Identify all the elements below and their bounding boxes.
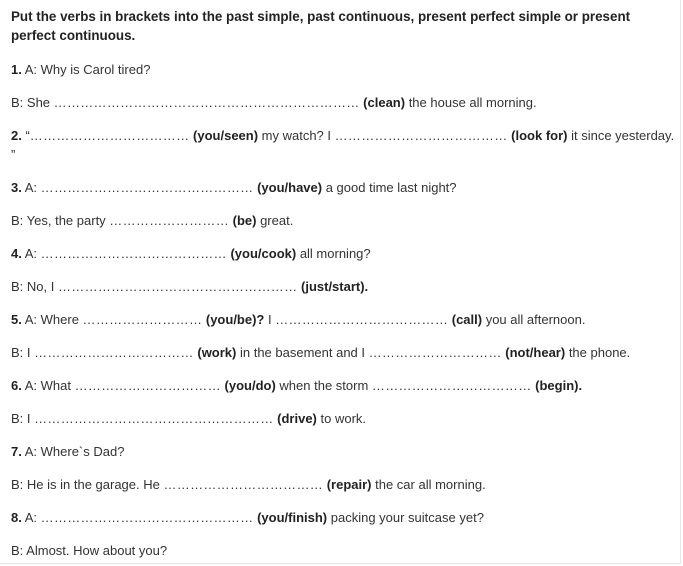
item-number: 5.	[11, 312, 22, 327]
item-6-answer	[11, 409, 679, 428]
question-text: packing your suitcase yet?	[327, 510, 484, 525]
blank[interactable]: ………………………………	[371, 378, 532, 393]
verb-hint: (clean)	[363, 95, 406, 110]
blank[interactable]: ………………………………	[163, 477, 324, 492]
item-number: 4.	[11, 246, 22, 261]
verb-hint: (not/hear)	[505, 345, 566, 360]
item-number: 7.	[11, 444, 22, 459]
verb-hint: (look for)	[511, 128, 568, 143]
question-text: “	[21, 128, 30, 143]
question-text: A: Why is Carol tired?	[21, 62, 151, 77]
item-5-question	[11, 310, 679, 329]
blank[interactable]: ……………………………………	[40, 246, 227, 261]
answer-text: in the basement and I	[236, 345, 369, 360]
item-2-question	[11, 126, 679, 164]
item-8-answer	[11, 541, 679, 560]
item-number: 6.	[11, 378, 22, 393]
blank[interactable]: ………………………………	[34, 345, 194, 360]
verb-hint: (drive)	[277, 411, 317, 426]
question-text: A: Where`s Dad?	[21, 444, 125, 459]
item-8-question	[11, 508, 679, 527]
question-text: A:	[21, 510, 41, 525]
answer-text: the car all morning.	[371, 477, 486, 492]
question-text: A: What	[21, 378, 75, 393]
question-text: all morning?	[296, 246, 371, 261]
question-text: A:	[21, 180, 41, 195]
answer-text: the house all morning.	[405, 95, 537, 110]
item-number: 3.	[11, 180, 22, 195]
item-1-answer	[11, 93, 679, 112]
item-5-answer	[11, 343, 679, 362]
question-text: you all afternoon.	[482, 312, 586, 327]
item-number: 2.	[11, 128, 22, 143]
item-3-question	[11, 178, 679, 197]
verb-hint: (work)	[197, 345, 237, 360]
question-text: A: Where	[21, 312, 83, 327]
item-number: 8.	[11, 510, 22, 525]
blank[interactable]: …………………………	[368, 345, 502, 360]
verb-hint: (call)	[451, 312, 483, 327]
item-6-question	[11, 376, 679, 395]
item-4-question	[11, 244, 679, 263]
question-text: my watch? I	[258, 128, 335, 143]
verb-hint: (begin).	[535, 378, 583, 393]
blank[interactable]: ………………………	[82, 312, 203, 327]
answer-text: to work.	[316, 411, 367, 426]
answer-text: B: He is in the garage. He	[11, 477, 164, 492]
item-3-answer	[11, 211, 679, 230]
answer-text: B: I	[11, 411, 35, 426]
question-text: A:	[21, 246, 41, 261]
item-7-answer	[11, 475, 679, 494]
answer-text: the phone.	[565, 345, 631, 360]
answer-text: B: No, I	[11, 279, 58, 294]
answer-text: B: She	[11, 95, 54, 110]
instruction-heading: Put the verbs in brackets into the past simple, past continuous, present perfect simple or present perfect continuous.	[11, 9, 631, 43]
item-1-question	[11, 60, 679, 79]
verb-hint: (you/be)?	[205, 312, 265, 327]
question-text: I	[264, 312, 276, 327]
verb-hint: (just/start).	[301, 279, 369, 294]
verb-hint: (you/finish)	[257, 510, 328, 525]
blank[interactable]: ………………………	[109, 213, 229, 228]
item-4-answer	[11, 277, 679, 296]
verb-hint: (you/cook)	[230, 246, 297, 261]
blank[interactable]: …………………………………………	[40, 180, 254, 195]
answer-text: B: Almost. How about you?	[11, 543, 168, 558]
verb-hint: (be)	[232, 213, 257, 228]
blank[interactable]: …………………………………	[275, 312, 449, 327]
blank[interactable]: ………………………………………………	[34, 411, 274, 426]
question-text: it since yesterday. ”	[11, 128, 675, 162]
verb-hint: (you/seen)	[193, 128, 259, 143]
blank[interactable]: ………………………………	[29, 128, 190, 143]
answer-text: great.	[256, 213, 294, 228]
blank[interactable]: ……………………………………………………………	[53, 95, 360, 110]
answer-text: B: I	[11, 345, 35, 360]
item-7-question	[11, 442, 679, 461]
verb-hint: (you/have)	[257, 180, 323, 195]
question-text: a good time last night?	[322, 180, 457, 195]
blank[interactable]: …………………………………	[334, 128, 508, 143]
question-text: when the storm	[275, 378, 372, 393]
verb-hint: (you/do)	[224, 378, 276, 393]
blank[interactable]: ………………………………………………	[57, 279, 298, 294]
verb-hint: (repair)	[326, 477, 372, 492]
item-number: 1.	[11, 62, 22, 77]
answer-text: B: Yes, the party	[11, 213, 110, 228]
blank[interactable]: ……………………………	[74, 378, 221, 393]
blank[interactable]: …………………………………………	[40, 510, 254, 525]
